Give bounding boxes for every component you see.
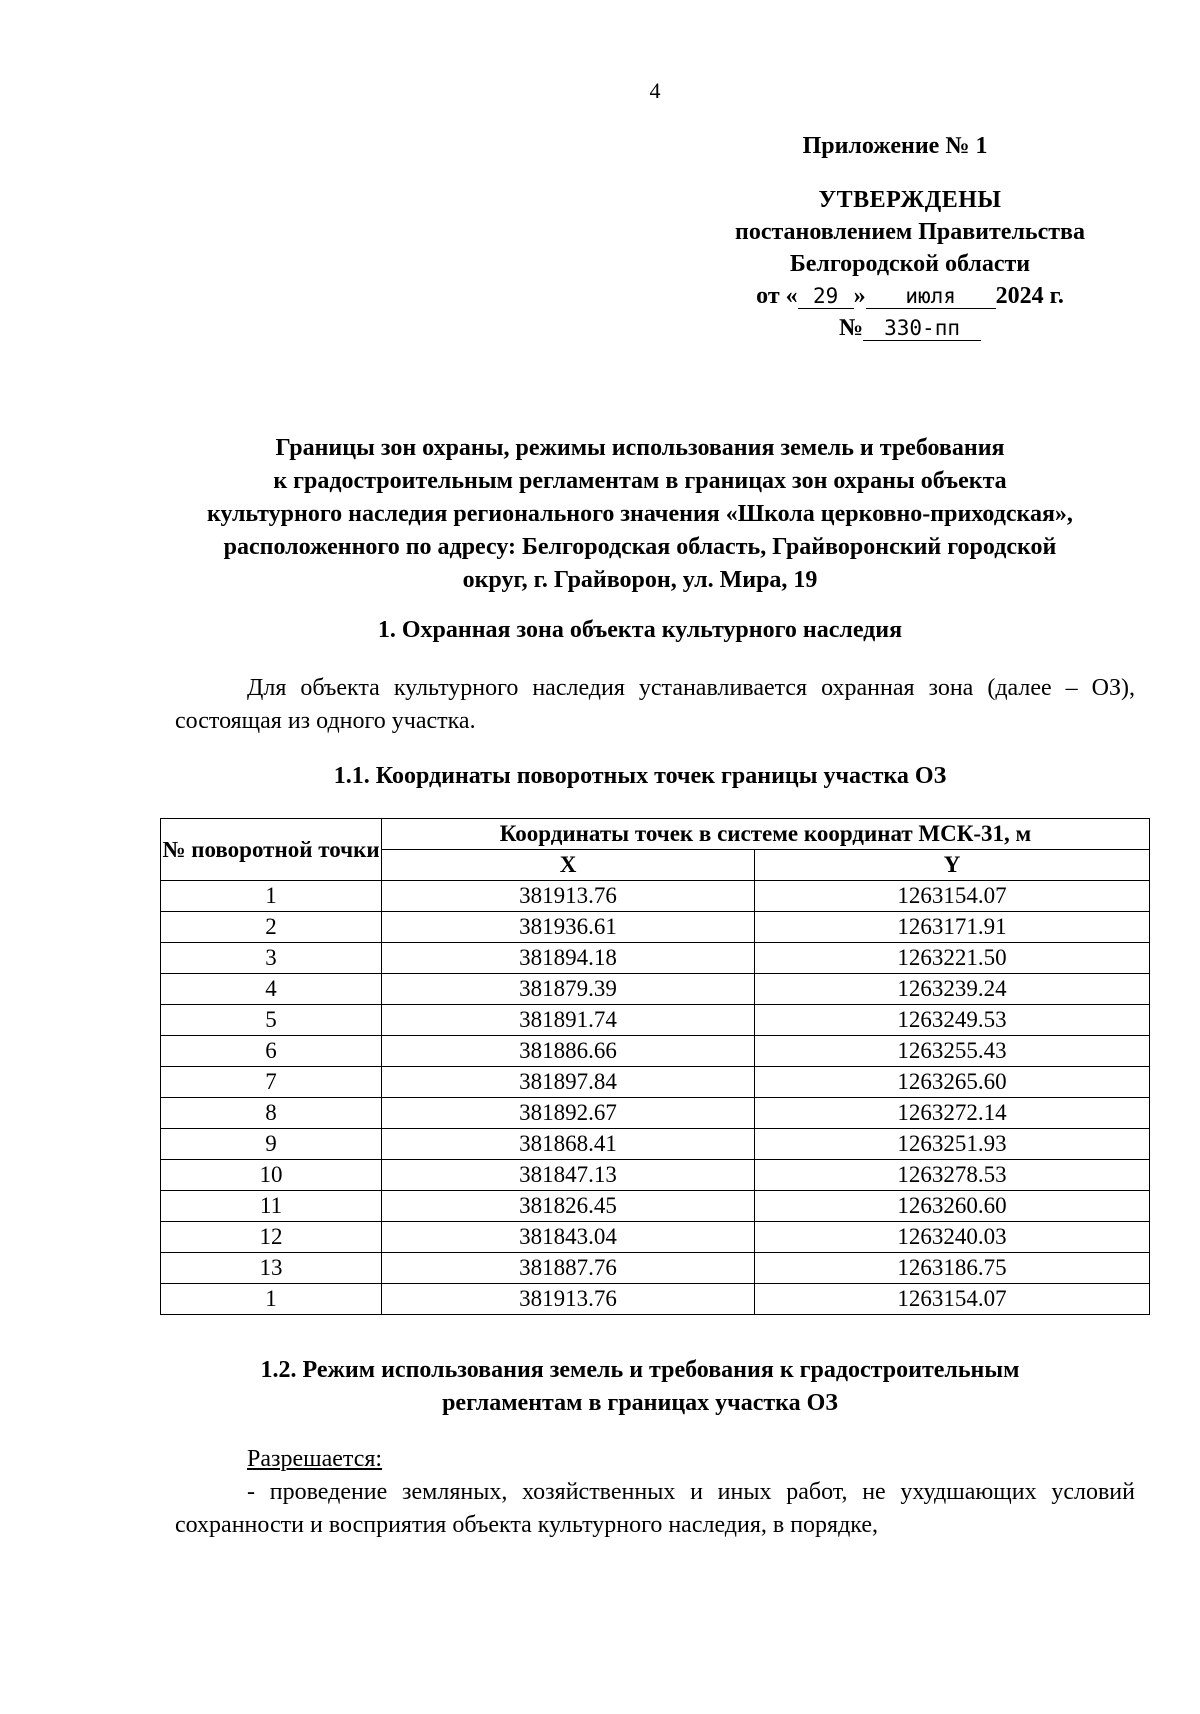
y-coordinate-cell: 1263240.03 (755, 1222, 1150, 1253)
y-coordinate-cell: 1263278.53 (755, 1160, 1150, 1191)
table-row (161, 1067, 1150, 1098)
x-coordinate-cell: 381886.66 (382, 1036, 755, 1067)
allowed-text: - проведение земляных, хозяйственных и иных работ, не ухудшающих условий сохранности и восприятия объекта культурного наследия, в порядке, (175, 1479, 1135, 1538)
table-row (161, 1160, 1150, 1191)
point-number-cell: 12 (161, 1222, 382, 1253)
x-coordinate-cell: 381843.04 (382, 1222, 755, 1253)
coords-header: Координаты точек в системе координат МСК-31, м (382, 819, 1150, 850)
table-row (161, 881, 1150, 912)
point-number-cell: 2 (161, 912, 382, 943)
table-row (161, 974, 1150, 1005)
number-value: 330-пп (863, 316, 981, 341)
table-row (161, 1253, 1150, 1284)
point-number-cell: 7 (161, 1067, 382, 1098)
x-coordinate-cell: 381913.76 (382, 881, 755, 912)
date-year: 2024 г. (995, 283, 1064, 309)
y-coordinate-cell: 1263260.60 (755, 1191, 1150, 1222)
table-row (161, 943, 1150, 974)
approval-line-1: постановлением Правительства (734, 219, 1085, 245)
y-coordinate-cell: 1263154.07 (755, 881, 1150, 912)
title-line: округ, г. Грайворон, ул. Мира, 19 (462, 567, 818, 593)
y-coordinate-cell: 1263249.53 (755, 1005, 1150, 1036)
document-title (160, 432, 1120, 597)
col-point-header: № поворотной точки (161, 819, 382, 881)
x-coordinate-cell: 381847.13 (382, 1160, 755, 1191)
y-coordinate-cell: 1263239.24 (755, 974, 1150, 1005)
x-coordinate-cell: 381936.61 (382, 912, 755, 943)
section-1-paragraph: Для объекта культурного наследия устанавливается охранная зона (далее – ОЗ), состоящая из одного участка. (175, 675, 1135, 734)
y-coordinate-cell: 1263186.75 (755, 1253, 1150, 1284)
y-coordinate-cell: 1263251.93 (755, 1129, 1150, 1160)
point-number-cell: 4 (161, 974, 382, 1005)
point-number-cell: 5 (161, 1005, 382, 1036)
approval-line-2: Белгородской области (789, 251, 1031, 277)
x-coordinate-cell: 381897.84 (382, 1067, 755, 1098)
x-coordinate-cell: 381887.76 (382, 1253, 755, 1284)
point-number-cell: 11 (161, 1191, 382, 1222)
section-1-2-heading (160, 1354, 1120, 1420)
table-row (161, 1005, 1150, 1036)
point-number-cell: 9 (161, 1129, 382, 1160)
coordinates-table (160, 818, 1150, 1315)
point-number-cell: 1 (161, 1284, 382, 1315)
y-coordinate-cell: 1263221.50 (755, 943, 1150, 974)
col-x-header: X (382, 850, 755, 881)
date-day: 29 (798, 284, 854, 309)
point-number-cell: 3 (161, 943, 382, 974)
table-row (161, 1284, 1150, 1315)
x-coordinate-cell: 381826.45 (382, 1191, 755, 1222)
section-1-2-heading-line-1: 1.2. Режим использования земель и требования к градостроительным (260, 1357, 1020, 1383)
table-row (161, 1222, 1150, 1253)
title-line: расположенного по адресу: Белгородская область, Грайворонский городской (223, 534, 1057, 560)
number-prefix: № (838, 315, 864, 341)
x-coordinate-cell: 381892.67 (382, 1098, 755, 1129)
title-line: культурного наследия регионального значения «Школа церковно-приходская», (207, 501, 1073, 527)
col-y-header: Y (755, 850, 1150, 881)
title-line: к градостроительным регламентам в границах зон охраны объекта (273, 468, 1007, 494)
y-coordinate-cell: 1263255.43 (755, 1036, 1150, 1067)
approval-block (700, 130, 1120, 344)
point-number-cell: 13 (161, 1253, 382, 1284)
table-row (161, 1129, 1150, 1160)
y-coordinate-cell: 1263154.07 (755, 1284, 1150, 1315)
y-coordinate-cell: 1263171.91 (755, 912, 1150, 943)
y-coordinate-cell: 1263272.14 (755, 1098, 1150, 1129)
approval-date (700, 280, 1120, 312)
date-prefix: от « (756, 283, 798, 309)
date-month: июля (866, 284, 996, 309)
approval-number (700, 312, 1120, 344)
x-coordinate-cell: 381891.74 (382, 1005, 755, 1036)
section-1-2-heading-line-2: регламентам в границах участка ОЗ (442, 1390, 838, 1416)
table-row (161, 1036, 1150, 1067)
point-number-cell: 1 (161, 881, 382, 912)
y-coordinate-cell: 1263265.60 (755, 1067, 1150, 1098)
x-coordinate-cell: 381894.18 (382, 943, 755, 974)
title-line: Границы зон охраны, режимы использования земель и требования (275, 435, 1005, 461)
allowed-label: Разрешается: (247, 1446, 383, 1472)
allowed-label-wrap (175, 1443, 1135, 1476)
table-row (161, 1098, 1150, 1129)
section-1-1-heading: 1.1. Координаты поворотных точек границы участка ОЗ (333, 763, 947, 789)
point-number-cell: 6 (161, 1036, 382, 1067)
date-mid: » (853, 283, 866, 309)
page-number: 4 (649, 78, 661, 103)
approved-label: УТВЕРЖДЕНЫ (818, 187, 1002, 213)
section-1-heading: 1. Охранная зона объекта культурного наследия (377, 617, 903, 643)
point-number-cell: 10 (161, 1160, 382, 1191)
table-row (161, 912, 1150, 943)
x-coordinate-cell: 381879.39 (382, 974, 755, 1005)
point-number-cell: 8 (161, 1098, 382, 1129)
x-coordinate-cell: 381913.76 (382, 1284, 755, 1315)
attachment-label: Приложение № 1 (802, 133, 988, 159)
x-coordinate-cell: 381868.41 (382, 1129, 755, 1160)
table-row (161, 1191, 1150, 1222)
